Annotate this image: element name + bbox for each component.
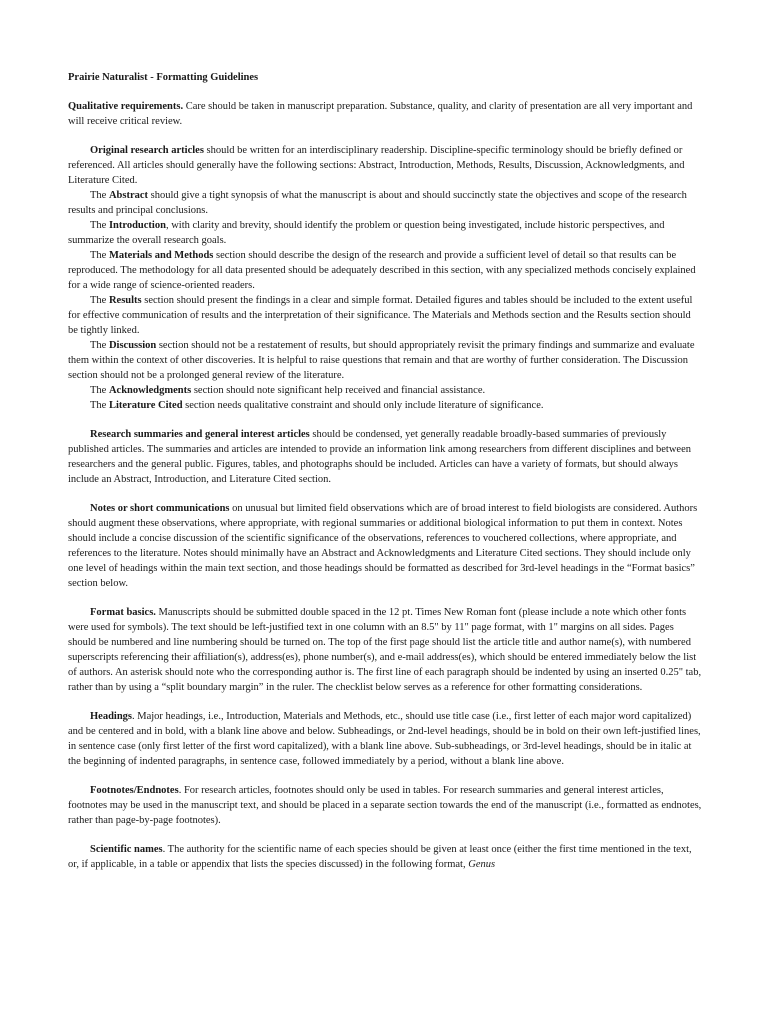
section-prefix: The: [90, 190, 109, 201]
notes-text: on unusual but limited field observations which are of broad interest to field biologists are considered. Authors should augment these observations, where appropriate, with regional summaries or additional biological information to put them in context. Notes should include a concise discussion of the scientific significance of the observations, references to vouchered collections, where appropriate, and references to the literature. Notes should minimally have an Abstract and Acknowledgments and Literature Cited sections. They should include only one level of headings within the main text section, and those headings should be formatted as described for 3rd-level headings in the “Format basics” section below.: [68, 503, 698, 589]
abstract-paragraph: [68, 188, 702, 218]
headings-heading: Headings: [90, 711, 133, 722]
genus-italic-text: Genus: [468, 859, 496, 870]
results-heading: Results: [108, 295, 142, 306]
footnotes-heading: Footnotes/Endnotes: [90, 785, 179, 796]
notes-heading: Notes or short communications: [90, 503, 230, 514]
headings-paragraph: [68, 709, 702, 769]
summaries-text: should be condensed, yet generally readable broadly-based summaries of previously published articles. The summaries and articles are intended to provide an information link among researchers from different disciplines and between researchers and the general public. Figures, tables, and photographs should be included. Articles can have a variety of formats, but should always include an Abstract, Introduction, and Literature Cited section.: [68, 429, 691, 485]
methods-heading: Materials and Methods: [108, 250, 214, 261]
section-prefix: The: [90, 250, 109, 261]
scientific-names-text: . The authority for the scientific name of each species should be given at least once (either the first time mentioned in the text, or, if applicable, in a table or appendix that lists the species discussed) in the following format,: [68, 844, 692, 870]
section-prefix: The: [90, 385, 109, 396]
original-research-paragraph: [68, 143, 702, 188]
qualitative-text: Care should be taken in manuscript preparation. Substance, quality, and clarity of presentation are all very important and will receive critical review.: [68, 101, 693, 127]
literature-cited-text: section needs qualitative constraint and should only include literature of significance.: [182, 400, 544, 411]
literature-cited-heading: Literature Cited: [108, 400, 183, 411]
original-research-text: should be written for an interdisciplinary readership. Discipline-specific terminology should be briefly defined or referenced. All articles should generally have the following sections: Abstract, Introduction, Methods, Results, Discussion, Acknowledgments, and Literature Cited.: [68, 145, 685, 186]
literature-cited-paragraph: [68, 398, 702, 413]
summaries-paragraph: [68, 427, 702, 487]
section-prefix: The: [90, 295, 109, 306]
document-title: Prairie Naturalist - Formatting Guidelines: [68, 72, 259, 83]
results-text: section should present the findings in a clear and simple format. Detailed figures and tables should be included to the extent useful for effective communication of results and the interpretation of their significance. The Materials and Methods section and the Results section should be tightly linked.: [68, 295, 693, 336]
discussion-paragraph: [68, 338, 702, 383]
discussion-text: section should not be a restatement of results, but should appropriately revisit the primary findings and summarize and evaluate them within the context of other discoveries. It is helpful to raise questions that remain and that are worthy of further consideration. The Discussion section should not be a prolonged general review of the literature.: [68, 340, 695, 381]
acknowledgments-text: section should note significant help received and financial assistance.: [191, 385, 486, 396]
acknowledgments-heading: Acknowledgments: [108, 385, 192, 396]
abstract-text: should give a tight synopsis of what the manuscript is about and should succinctly state the objectives and scope of the research results and principal conclusions.: [68, 190, 687, 216]
document-page: [68, 70, 702, 886]
footnotes-paragraph: [68, 783, 702, 828]
headings-text: . Major headings, i.e., Introduction, Materials and Methods, etc., should use title case (i.e., first letter of each major word capitalized) and be centered and in bold, with a blank line above and below. Subheadings, or 2nd-level headings, should be in bold on their own left-justified lines, in sentence case (only first letter of the first word capitalized), with a blank line above. Sub-subheadings, or 3rd-level headings, should be in italic at the beginning of indented paragraphs, in sentence case, followed immediately by a period, without a blank line above.: [68, 711, 701, 767]
discussion-heading: Discussion: [108, 340, 157, 351]
footnotes-text: . For research articles, footnotes should only be used in tables. For research summaries and general interest articles, footnotes may be used in the manuscript text, and should be placed in a separate section towards the end of the manuscript (i.e., formatted as endnotes, rather than page-by-page footnotes).: [68, 785, 702, 826]
introduction-heading: Introduction: [108, 220, 166, 231]
methods-text: section should describe the design of the research and provide a sufficient level of detail so that results can be reproduced. The methodology for all data presented should be adequately described in this section, with any specialized methods concisely explained for a wide range of science-oriented readers.: [68, 250, 696, 291]
scientific-names-paragraph: [68, 842, 702, 872]
abstract-heading: Abstract: [108, 190, 149, 201]
results-paragraph: [68, 293, 702, 338]
introduction-text: , with clarity and brevity, should identify the problem or question being investigated, include historic perspectives, and summarize the overall research goals.: [68, 220, 665, 246]
qualitative-paragraph: [68, 99, 702, 129]
section-prefix: The: [90, 220, 109, 231]
original-research-heading: Original research articles: [90, 145, 204, 156]
section-prefix: The: [90, 400, 109, 411]
scientific-names-heading: Scientific names: [90, 844, 163, 855]
acknowledgments-paragraph: [68, 383, 702, 398]
format-basics-text: Manuscripts should be submitted double spaced in the 12 pt. Times New Roman font (please include a note which other fonts were used for symbols). The text should be left-justified text in one column with an 8.5" by 11" page format, with 1" margins on all sides. Pages should be numbered and line numbering should be turned on. The top of the first page should list the article title and author name(s), with numbered superscripts referencing their affiliation(s), address(es), phone number(s), and e-mail address(es), which should be entered immediately below the list of authors. An asterisk should note who the corresponding author is. The first line of each paragraph should be indented by using an inserted 0.25" tab, rather than by using a “split boundary margin” in the ruler. The checklist below serves as a reference for other formatting considerations.: [68, 607, 702, 693]
methods-paragraph: [68, 248, 702, 293]
format-basics-heading: Format basics.: [90, 607, 156, 618]
summaries-heading: Research summaries and general interest articles: [90, 429, 310, 440]
introduction-paragraph: [68, 218, 702, 248]
format-basics-paragraph: [68, 605, 702, 695]
section-prefix: The: [90, 340, 109, 351]
notes-paragraph: [68, 501, 702, 591]
qualitative-heading: Qualitative requirements.: [68, 101, 184, 112]
